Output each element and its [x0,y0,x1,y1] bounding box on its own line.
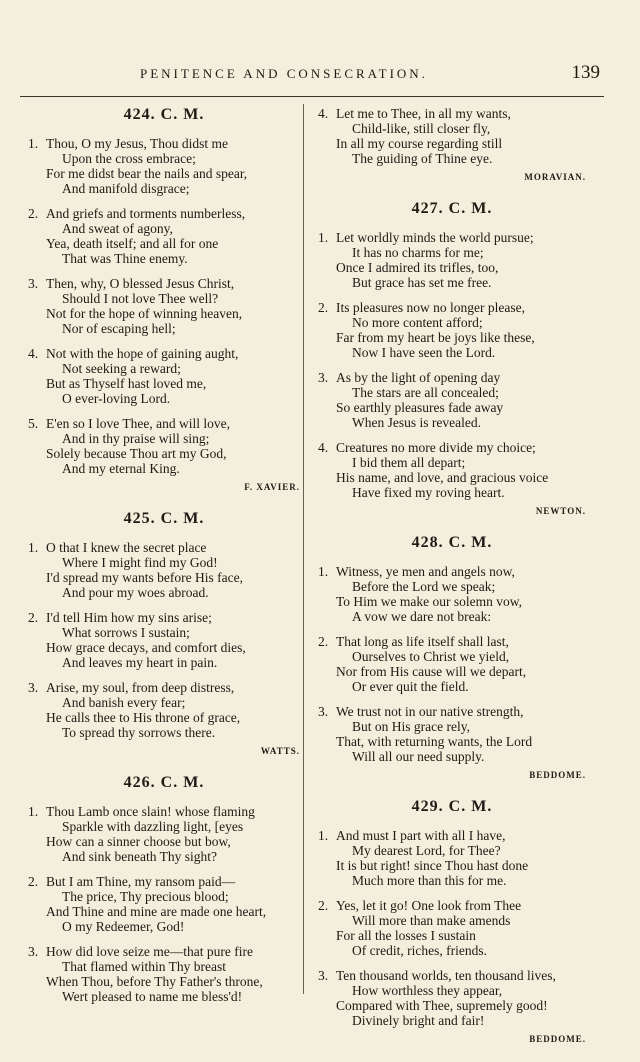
verse-line: O that I knew the secret place [46,540,207,555]
verse-line: Upon the cross embrace; [62,151,196,166]
right-column [318,106,586,1062]
verse-line: Where I might find my God! [62,555,218,570]
stanza-number: 2. [28,874,39,889]
stanza-number: 4. [28,346,39,361]
author-attribution: BEDDOME. [529,1034,586,1044]
hymn [28,106,300,492]
verse-line: For me didst bear the nails and spear, [46,166,248,181]
verse-line: Yea, death itself; and all for one [46,236,219,251]
verse-line: And pour my woes abroad. [62,585,209,600]
verse-line: It is but right! since Thou hast done [336,858,529,873]
verse-line: To spread thy sorrows there. [62,725,216,740]
verse-line: Sparkle with dazzling light, [eyes [62,819,244,834]
stanza [28,610,300,670]
stanza [318,828,586,888]
stanza-number: 2. [28,206,39,221]
stanza [318,634,586,694]
stanza-number: 3. [318,704,329,719]
verse-line: Nor of escaping hell; [62,321,176,336]
stanza-number: 1. [318,230,329,245]
verse-line: Wert pleased to name me bless'd! [62,989,243,1004]
verse-line: Before the Lord we speak; [352,579,496,594]
verse-line: To Him we make our solemn vow, [336,594,523,609]
verse-line: Witness, ye men and angels now, [336,564,515,579]
verse-line: For all the losses I sustain [336,928,476,943]
verse-line: That flamed within Thy breast [62,959,226,974]
author-attribution: BEDDOME. [529,770,586,780]
author-attribution: WATTS. [260,746,300,756]
verse-line: Not for the hope of winning heaven, [46,306,243,321]
verse-line: And in thy praise will sing; [62,431,210,446]
author-attribution: NEWTON. [535,506,586,516]
column-divider [303,104,304,994]
stanza [28,804,300,864]
verse-line: That, with returning wants, the Lord [336,734,533,749]
stanza-number: 2. [28,610,39,625]
stanza [318,564,586,624]
verse-line: How did love seize me—that pure fire [46,944,253,959]
stanza [318,898,586,958]
verse-line: Thou Lamb once slain! whose flaming [46,804,255,819]
stanza-number: 2. [318,898,329,913]
page-header [0,62,640,86]
verse-line: Now I have seen the Lord. [352,345,496,360]
header-rule [20,96,604,97]
verse-line: We trust not in our native strength, [336,704,524,719]
verse-line: The stars are all concealed; [352,385,499,400]
stanza-number: 3. [28,944,39,959]
verse-line: Ten thousand worlds, ten thousand lives, [336,968,556,983]
verse-line: How worthless they appear, [352,983,503,998]
stanza [28,944,300,1004]
verse-line: And manifold disgrace; [62,181,190,196]
verse-line: Of credit, riches, friends. [352,943,487,958]
verse-line: No more content afford; [352,315,483,330]
verse-line: Or ever quit the field. [352,679,469,694]
verse-line: Will more than make amends [352,913,511,928]
verse-line: But on His grace rely, [352,719,470,734]
verse-line: Not with the hope of gaining aught, [46,346,239,361]
verse-line: Arise, my soul, from deep distress, [46,680,235,695]
verse-line: I bid them all depart; [352,455,466,470]
hymn-number: 428. C. M. [411,534,493,551]
verse-line: But as Thyself hast loved me, [46,376,207,391]
verse-line: How can a sinner choose but bow, [46,834,231,849]
verse-line: In all my course regarding still [336,136,503,151]
verse-line: My dearest Lord, for Thee? [352,843,501,858]
stanza [318,968,586,1028]
stanza-number: 2. [318,634,329,649]
stanza-number: 1. [28,540,39,555]
stanza-number: 5. [28,416,39,431]
verse-line: And griefs and torments numberless, [46,206,246,221]
stanza [318,440,586,500]
verse-line: Divinely bright and fair! [352,1013,485,1028]
verse-line: Its pleasures now no longer please, [336,300,525,315]
stanza-number: 3. [318,968,329,983]
verse-line: Much more than this for me. [352,873,507,888]
stanza [318,106,586,166]
stanza-number: 4. [318,440,329,455]
hymn [318,200,586,516]
verse-line: And banish every fear; [62,695,186,710]
stanza-number: 1. [318,828,329,843]
author-attribution: F. XAVIER. [244,482,300,492]
stanza [28,276,300,336]
verse-line: A vow we dare not break: [352,609,492,624]
stanza [28,346,300,406]
hymn [28,510,300,756]
stanza [28,874,300,934]
verse-line: When Thou, before Thy Father's throne, [46,974,263,989]
hymn-number: 427. C. M. [411,200,493,217]
verse-line: The price, Thy precious blood; [62,889,229,904]
hymn [28,774,300,1004]
stanza-number: 1. [28,136,39,151]
stanza [28,206,300,266]
running-title: PENITENCE AND CONSECRATION. [140,66,428,81]
verse-line: Far from my heart be joys like these, [336,330,535,345]
verse-line: Solely because Thou art my God, [46,446,227,461]
verse-line: His name, and love, and gracious voice [336,470,549,485]
verse-line: He calls thee to His throne of grace, [46,710,241,725]
verse-line: Have fixed my roving heart. [352,485,505,500]
stanza [318,370,586,430]
verse-line: That long as life itself shall last, [336,634,509,649]
verse-line: Let worldly minds the world pursue; [336,230,534,245]
verse-line: Compared with Thee, supremely good! [336,998,548,1013]
verse-line: Once I admired its trifles, too, [336,260,499,275]
verse-line: I'd spread my wants before His face, [46,570,243,585]
verse-line: Child-like, still closer fly, [352,121,491,136]
verse-line: Then, why, O blessed Jesus Christ, [46,276,235,291]
stanza [318,704,586,764]
verse-line: But grace has set me free. [352,275,492,290]
verse-line: Nor from His cause will we depart, [336,664,527,679]
verse-line: And leaves my heart in pain. [62,655,218,670]
hymn-number: 424. C. M. [123,106,205,123]
verse-line: Will all our need supply. [352,749,485,764]
verse-line: How grace decays, and comfort dies, [46,640,246,655]
verse-line: I'd tell Him how my sins arise; [46,610,212,625]
verse-line: It has no charms for me; [352,245,484,260]
verse-line: Yes, let it go! One look from Thee [336,898,522,913]
verse-line: When Jesus is revealed. [352,415,481,430]
hymn-number: 429. C. M. [411,798,493,815]
verse-line: And sweat of agony, [62,221,173,236]
hymn-number: 426. C. M. [123,774,205,791]
verse-line: O ever-loving Lord. [62,391,171,406]
stanza [28,136,300,196]
stanza-number: 3. [318,370,329,385]
stanza [318,300,586,360]
stanza [28,540,300,600]
verse-line: And Thine and mine are made one heart, [46,904,267,919]
stanza-number: 1. [318,564,329,579]
hymn [318,798,586,1044]
verse-line: But I am Thine, my ransom paid— [46,874,236,889]
verse-line: That was Thine enemy. [62,251,188,266]
author-attribution: MORAVIAN. [524,172,586,182]
verse-line: Ourselves to Christ we yield, [352,649,510,664]
left-column [28,106,300,1022]
verse-line: As by the light of opening day [336,370,501,385]
stanza [318,230,586,290]
verse-line: Thou, O my Jesus, Thou didst me [46,136,228,151]
verse-line: The guiding of Thine eye. [352,151,493,166]
stanza-number: 1. [28,804,39,819]
hymn [318,106,586,182]
hymn-number: 425. C. M. [123,510,205,527]
verse-line: Should I not love Thee well? [62,291,219,306]
stanza-number: 4. [318,106,329,121]
verse-line: What sorrows I sustain; [62,625,190,640]
verse-line: So earthly pleasures fade away [336,400,504,415]
verse-line: And my eternal King. [62,461,180,476]
verse-line: Let me to Thee, in all my wants, [336,106,511,121]
verse-line: Not seeking a reward; [62,361,181,376]
verse-line: And sink beneath Thy sight? [62,849,217,864]
stanza-number: 2. [318,300,329,315]
verse-line: O my Redeemer, God! [62,919,185,934]
hymn [318,534,586,780]
verse-line: And must I part with all I have, [336,828,506,843]
stanza-number: 3. [28,680,39,695]
page-number: 139 [571,62,600,83]
verse-line: E'en so I love Thee, and will love, [46,416,231,431]
stanza [28,416,300,476]
verse-line: Creatures no more divide my choice; [336,440,536,455]
stanza-number: 3. [28,276,39,291]
stanza [28,680,300,740]
